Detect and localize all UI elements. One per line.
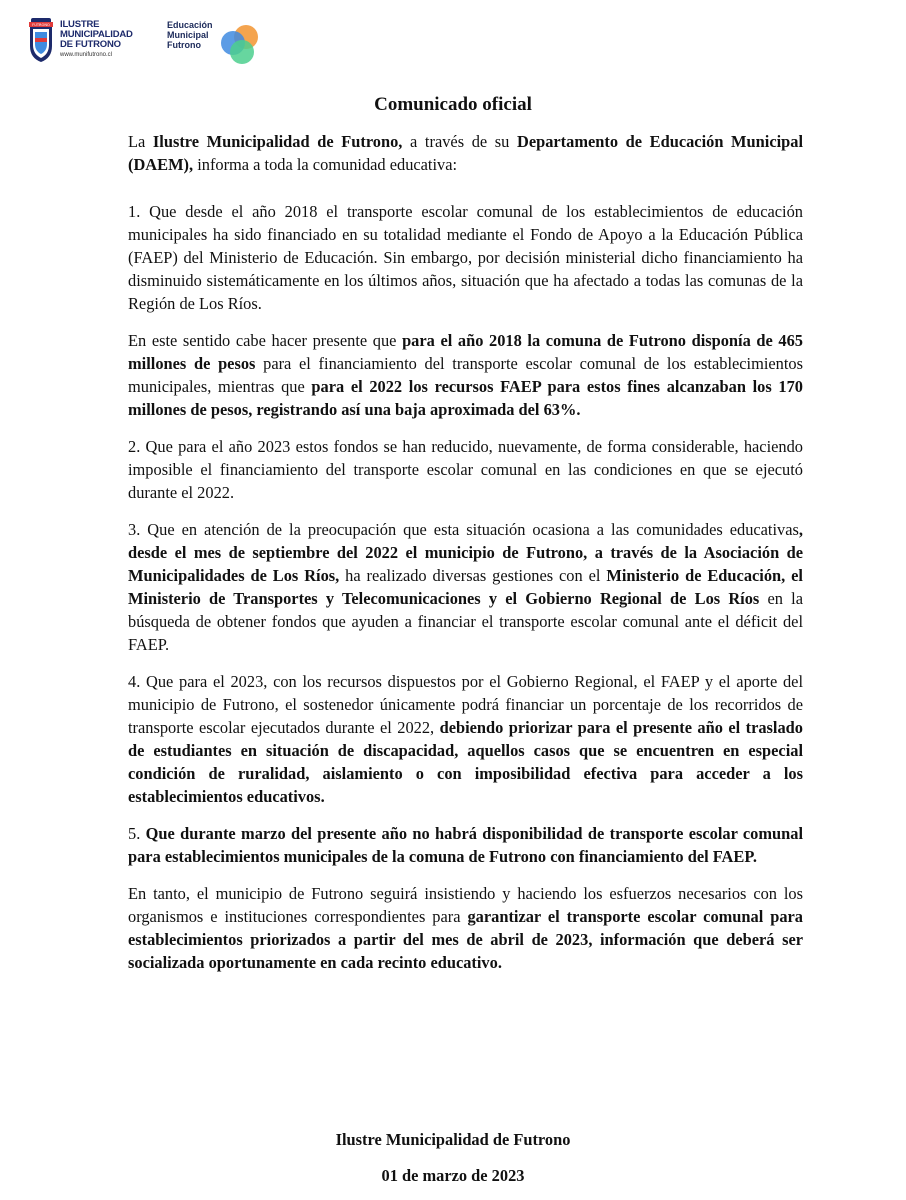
signature-date: 01 de marzo de 2023 (381, 1166, 525, 1185)
intro-paragraph: La Ilustre Municipalidad de Futrono, a través de su Departamento de Educación Municipal (DAEM), informa a toda la comunidad educativa: (128, 132, 804, 174)
document-body (128, 130, 803, 974)
education-logo-text: Educación Municipal Futrono (167, 20, 213, 50)
muni-line-1: ILUSTRE (60, 19, 100, 30)
paragraph-2: 2. Que para el año 2023 estos fondos se han reducido, nuevamente, de forma considerable, haciendo imposible el financiamiento del transporte escolar comunal en las condiciones en que se ejecutó durante el 2022. (128, 437, 803, 502)
paragraph-6: En tanto, el municipio de Futrono seguirá insistiendo y haciendo los esfuerzos necesarios con los organismos e instituciones correspondientes para garantizar el transporte escolar comunal para establecimientos priorizados a partir del mes de abril de 2023, información que deberá ser socializada oportunamente en cada recinto educativo. (128, 884, 804, 972)
paragraph-3: 3. Que en atención de la preocupación que esta situación ocasiona a las comunidades educativas, desde el mes de septiembre del 2022 el municipio de Futrono, a través de la Asociación de Municipalidades de Los Ríos, ha realizado diversas gestiones con el Ministerio de Educación, el Ministerio de Transportes y Telecomunicaciones y el Gobierno Regional de Los Ríos en la búsqueda de obtener fondos que ayuden a financiar el transporte escolar comunal ante el déficit del FAEP. (128, 520, 803, 654)
paragraph-5: 5. Que durante marzo del presente año no habrá disponibilidad de transporte escolar comunal para establecimientos municipales de la comuna de Futrono con financiamiento del FAEP. (128, 824, 804, 866)
svg-text:FUTRONO: FUTRONO (32, 23, 50, 27)
education-circles-icon (218, 24, 262, 66)
municipality-logo (28, 12, 133, 68)
muni-line-2: MUNICIPALIDAD (60, 29, 133, 40)
paragraph-1: 1. Que desde el año 2018 el transporte escolar comunal de los establecimientos de educación municipales ha sido financiado en su totalidad mediante el Fondo de Apoyo a la Educación Pública (FAEP) del Ministerio de Educación. Sin embargo, por decisión ministerial dicho financiamiento ha disminuido sistemáticamente en los últimos años, situación que ha afectado a todas las comunas de la Región de Los Ríos. (128, 202, 803, 313)
muni-website: www.munifutrono.cl (60, 52, 113, 58)
paragraph-1b: En este sentido cabe hacer presente que para el año 2018 la comuna de Futrono disponía de 465 millones de pesos para el financiamiento del transporte escolar comunal de los establecimientos municipales, mientras que para el 2022 los recursos FAEP para estos fines alcanzaban los 170 millones de pesos, registrando así una baja aproximada del 63%. (128, 331, 803, 419)
signature-org: Ilustre Municipalidad de Futrono (335, 1130, 571, 1149)
paragraph-4: 4. Que para el 2023, con los recursos dispuestos por el Gobierno Regional, el FAEP y el aporte del municipio de Futrono, el sostenedor únicamente podrá financiar un porcentaje de los recorridos de transporte escolar ejecutados durante el 2022, debiendo priorizar para el presente año el traslado de estudiantes en situación de discapacidad, aquellos casos que se encuentren en especial condición de ruralidad, aislamiento o con imposibilidad efectiva para acceder a los establecimientos educativos. (128, 672, 803, 806)
muni-line-3: DE FUTRONO (60, 39, 121, 50)
page-title: Comunicado oficial (374, 94, 532, 115)
municipality-crest-icon (28, 16, 54, 64)
